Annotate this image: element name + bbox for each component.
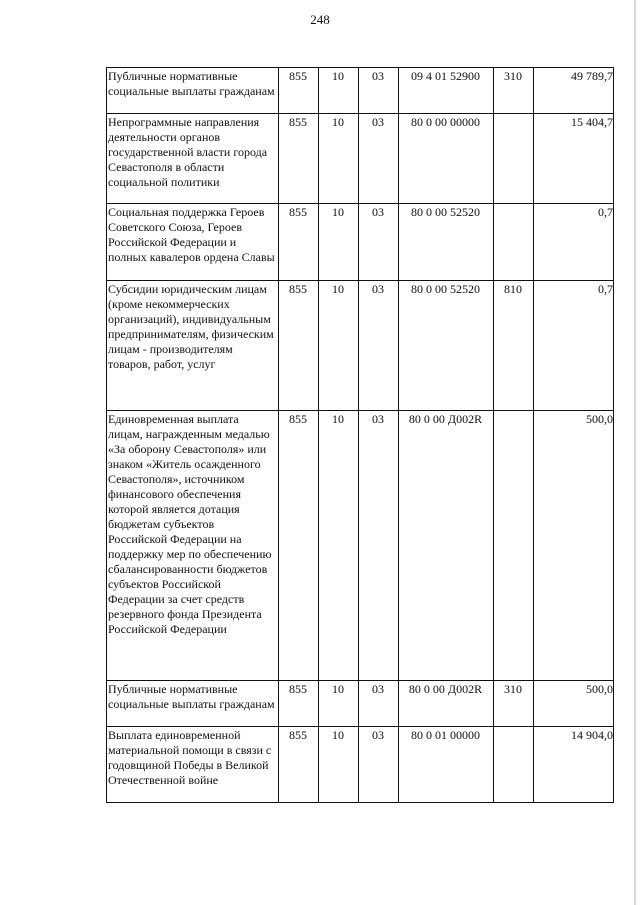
amount-cell: 49 789,7 bbox=[534, 68, 614, 114]
row-name-cell: Единовременная выплата лицам, награжденным медалью «За оборону Севастополя» или знаком «Житель осажденного Севастополя», источником финансового обеспечения которой является дотация бюджетам субъектов Российской Федерации на поддержку мер по обеспечению сбалансированности бюджетов субъектов Российской Федерации за счет средств резервного фонда Президента Российской Федерации bbox=[107, 411, 279, 681]
row-name-cell: Субсидии юридическим лицам (кроме некоммерческих организаций), индивидуальным предпринимателям, физическим лицам - производителям товаров, работ, услуг bbox=[107, 281, 279, 411]
amount-cell: 0,7 bbox=[534, 204, 614, 281]
section-cell: 10 bbox=[319, 114, 359, 204]
target-article-cell: 80 0 00 00000 bbox=[399, 114, 494, 204]
target-article-cell: 80 0 01 00000 bbox=[399, 727, 494, 803]
grbs-cell: 855 bbox=[279, 68, 319, 114]
target-article-cell: 80 0 00 Д002R bbox=[399, 411, 494, 681]
scan-edge bbox=[634, 0, 636, 905]
section-cell: 10 bbox=[319, 281, 359, 411]
row-name-cell: Публичные нормативные социальные выплаты гражданам bbox=[107, 681, 279, 727]
expense-type-cell bbox=[494, 204, 534, 281]
expense-type-cell bbox=[494, 114, 534, 204]
grbs-cell: 855 bbox=[279, 114, 319, 204]
grbs-cell: 855 bbox=[279, 281, 319, 411]
target-article-cell: 80 0 00 Д002R bbox=[399, 681, 494, 727]
grbs-cell: 855 bbox=[279, 727, 319, 803]
section-cell: 10 bbox=[319, 204, 359, 281]
grbs-cell: 855 bbox=[279, 411, 319, 681]
expense-type-cell: 310 bbox=[494, 68, 534, 114]
row-name-cell: Публичные нормативные социальные выплаты гражданам bbox=[107, 68, 279, 114]
amount-cell: 14 904,0 bbox=[534, 727, 614, 803]
table-row bbox=[107, 411, 614, 681]
table-row bbox=[107, 114, 614, 204]
grbs-cell: 855 bbox=[279, 204, 319, 281]
subsection-cell: 03 bbox=[359, 204, 399, 281]
row-name-cell: Социальная поддержка Героев Советского Союза, Героев Российской Федерации и полных кавалеров ордена Славы bbox=[107, 204, 279, 281]
target-article-cell: 09 4 01 52900 bbox=[399, 68, 494, 114]
table-row bbox=[107, 204, 614, 281]
expense-type-cell: 310 bbox=[494, 681, 534, 727]
section-cell: 10 bbox=[319, 411, 359, 681]
grbs-cell: 855 bbox=[279, 681, 319, 727]
section-cell: 10 bbox=[319, 727, 359, 803]
target-article-cell: 80 0 00 52520 bbox=[399, 281, 494, 411]
expense-type-cell: 810 bbox=[494, 281, 534, 411]
amount-cell: 500,0 bbox=[534, 411, 614, 681]
subsection-cell: 03 bbox=[359, 681, 399, 727]
expense-type-cell bbox=[494, 411, 534, 681]
table-row bbox=[107, 68, 614, 114]
table-row bbox=[107, 727, 614, 803]
budget-table-wrapper bbox=[106, 67, 614, 803]
subsection-cell: 03 bbox=[359, 114, 399, 204]
table-row bbox=[107, 681, 614, 727]
page-number: 248 bbox=[310, 12, 330, 27]
amount-cell: 500,0 bbox=[534, 681, 614, 727]
subsection-cell: 03 bbox=[359, 281, 399, 411]
row-name-cell: Непрограммные направления деятельности органов государственной власти города Севастополя в области социальной политики bbox=[107, 114, 279, 204]
amount-cell: 0,7 bbox=[534, 281, 614, 411]
section-cell: 10 bbox=[319, 68, 359, 114]
expense-type-cell bbox=[494, 727, 534, 803]
subsection-cell: 03 bbox=[359, 68, 399, 114]
subsection-cell: 03 bbox=[359, 727, 399, 803]
amount-cell: 15 404,7 bbox=[534, 114, 614, 204]
target-article-cell: 80 0 00 52520 bbox=[399, 204, 494, 281]
table-row bbox=[107, 281, 614, 411]
budget-table bbox=[106, 67, 614, 803]
row-name-cell: Выплата единовременной материальной помощи в связи с годовщиной Победы в Великой Отечественной войне bbox=[107, 727, 279, 803]
section-cell: 10 bbox=[319, 681, 359, 727]
subsection-cell: 03 bbox=[359, 411, 399, 681]
